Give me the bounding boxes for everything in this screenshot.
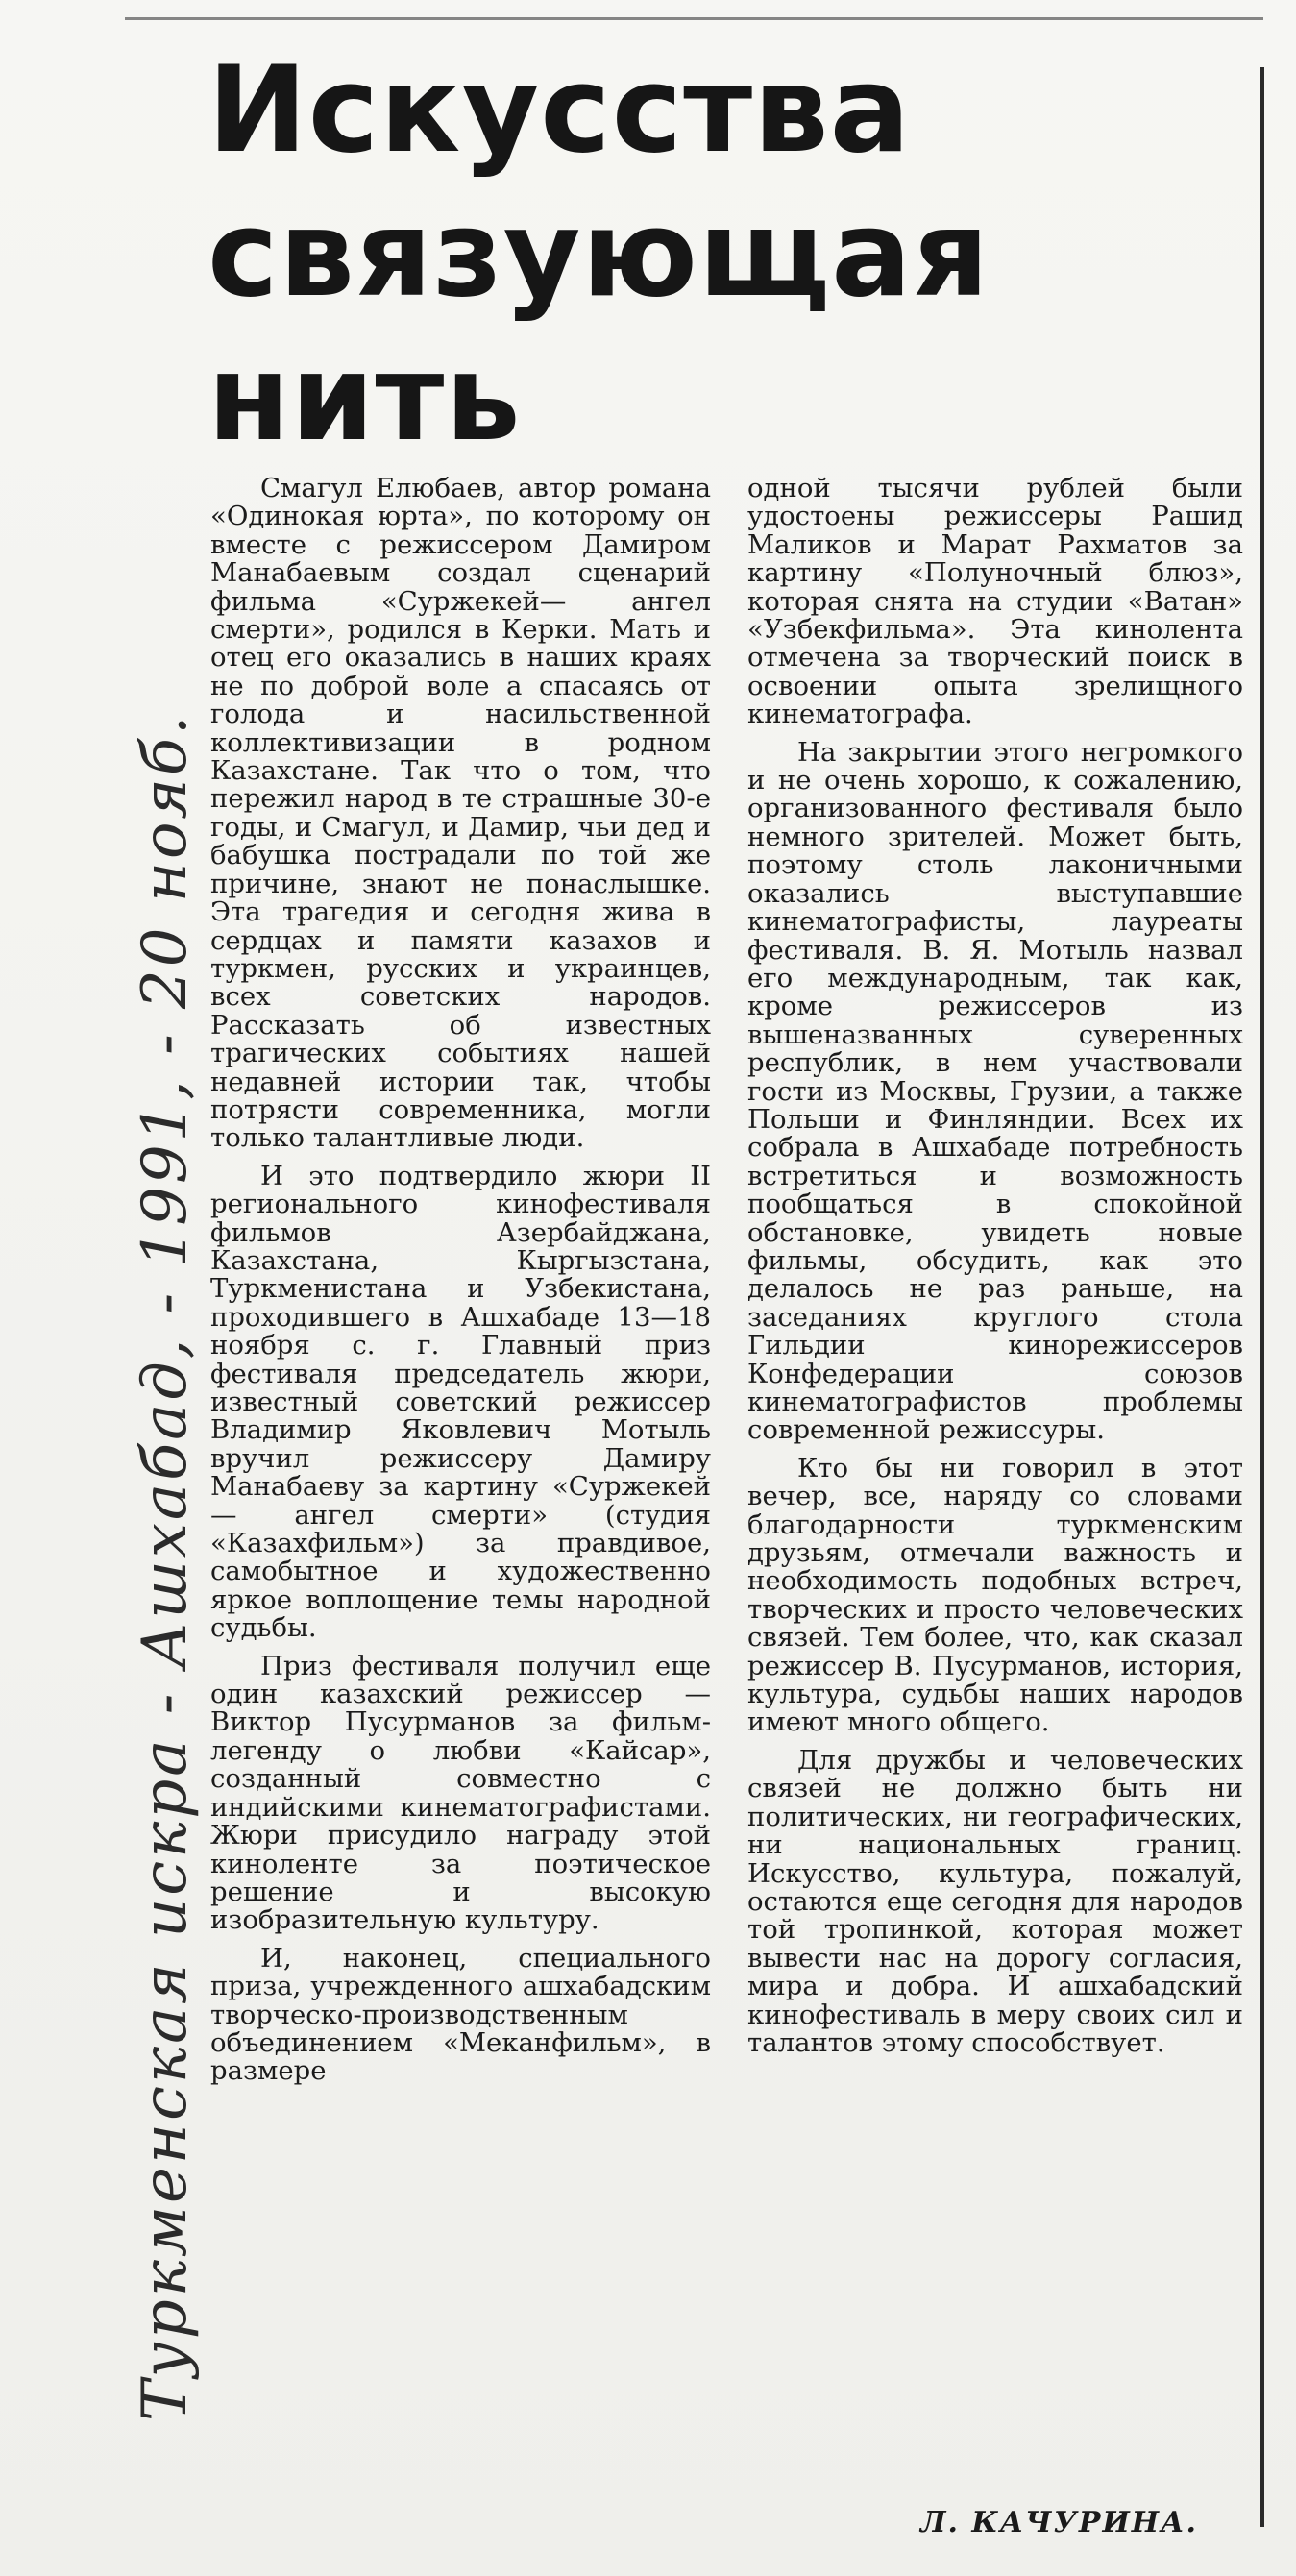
right-border-line — [1260, 67, 1264, 2527]
headline — [208, 38, 1245, 471]
paragraph: И, наконец, специального приза, учрежденного ашхабадским творческо-производственным объединением «Меканфильм», в размере — [210, 1942, 711, 2087]
author-signature: Л. КАЧУРИНА. — [920, 2506, 1199, 2539]
top-border-line — [125, 17, 1263, 20]
handwritten-source-note: Туркменская искра - Ашхабад, - 1991, - 20 нояб. — [130, 712, 201, 2421]
paragraph: На закрытии этого негромкого и не очень хорошо, к сожалению, организованного фестиваля было немного зрителей. Может быть, поэтому столь лаконичными оказались выступавшие кинематографисты, лауреаты фестиваля. В. Я. Мотыль назвал его международным, так как, кроме режиссеров из вышеназванных суверенных республик, в нем участвовали гости из Москвы, Грузии, а также Польши и Финляндии. Всех их собрала в Ашхабаде потребность встретиться и возможность пообщаться в спокойной обстановке, увидеть новые фильмы, обсудить, как это делалось не раз раньше, на заседаниях круглого стола Гильдии кинорежиссеров Конфедерации союзов кинематографистов проблемы современной режиссуры. — [747, 736, 1243, 1446]
paragraph: Для дружбы и человеческих связей не должно быть ни политических, ни географических, ни национальных границ. Искусство, культура, пожалуй, остаются еще сегодня для народов той тропинкой, которая может вывести нас на дорогу согласия, мира и добра. И ашхабадский кинофестиваль в меру своих сил и талантов этому способствует. — [747, 1744, 1243, 2058]
paragraph: одной тысячи рублей были удостоены режиссеры Рашид Маликов и Марат Рахматов за картину «Полуночный блюз», которая снята на студии «Ватан» «Узбекфильма». Эта кинолента отмечена за творческий поиск в освоении опыта зрелищного кинематографа. — [747, 473, 1243, 730]
headline-line-2: связующая — [208, 185, 990, 324]
right-column — [747, 475, 1243, 2057]
left-column — [210, 475, 711, 2086]
headline-line-3: нить — [208, 330, 522, 468]
paragraph: Приз фестиваля получил еще один казахский режиссер — Виктор Пусурманов за фильм-легенду о любви «Кайсар», созданный совместно с индийскими кинематографистами. Жюри присудило награду этой киноленте за поэтическое решение и высокую изобразительную культуру. — [210, 1650, 711, 1936]
headline-line-1: Искусства — [208, 41, 912, 180]
paragraph: Смагул Елюбаев, автор романа «Одинокая юрта», по которому он вместе с режиссером Дамиром Манабаевым создал сценарий фильма «Суржекей— ангел смерти», родился в Керки. Мать и отец его оказались в наших краях не по доброй воле а спасаясь от голода и насильственной коллективизации в родном Казахстане. Так что о том, что пережил народ в те страшные 30-е годы, и Смагул, и Дамир, чьи дед и бабушка пострадали по той же причине, знают не понаслышке. Эта трагедия и сегодня жива в сердцах и памяти казахов и туркмен, русских и украинцев, всех советских народов. Рассказать об известных трагических событиях нашей недавней истории так, чтобы потрясти современника, могли только талантливые люди. — [210, 473, 711, 1154]
paragraph: Кто бы ни говорил в этот вечер, все, наряду со словами благодарности туркменским друзьям, отмечали важность и необходимость подобных встреч, творческих и просто человеческих связей. Тем более, что, как сказал режиссер В. Пусурманов, история, культура, судьбы наших народов имеют много общего. — [747, 1452, 1243, 1738]
paragraph: И это подтвердило жюри II регионального кинофестиваля фильмов Азербайджана, Казахстана, Кыргызстана, Туркменистана и Узбекистана, проходившего в Ашхабаде 13—18 ноября с. г. Главный приз фестиваля председатель жюри, известный советский режиссер Владимир Яковлевич Мотыль вручил режиссеру Дамиру Манабаеву за картину «Суржекей — ангел смерти» (студия «Казахфильм») за правдивое, самобытное и художественно яркое воплощение темы народной судьбы. — [210, 1160, 711, 1644]
